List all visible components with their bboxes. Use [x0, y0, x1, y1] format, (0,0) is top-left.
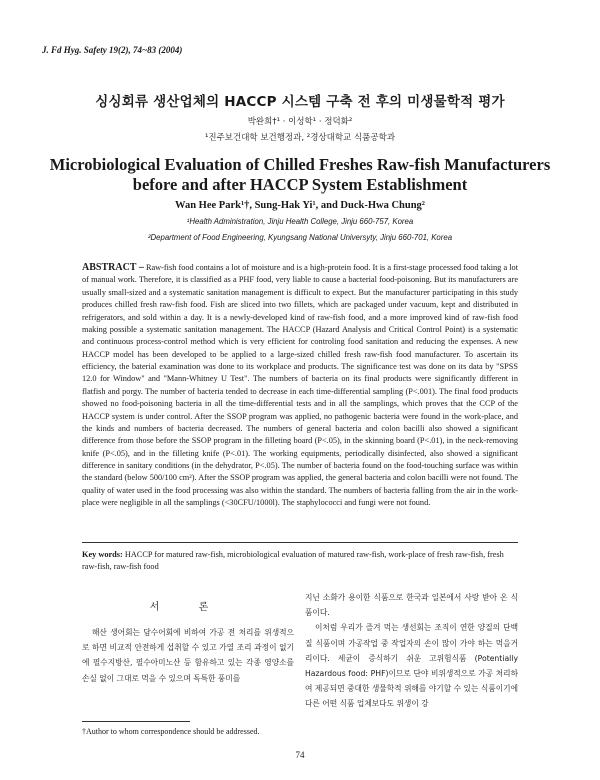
keywords-text: HACCP for matured raw-fish, microbiological evaluation of matured raw-fish, work-place of fresh raw-fish, fresh raw-fish, raw-fish food	[82, 550, 504, 571]
page-number: 74	[295, 750, 305, 760]
keywords-label: Key words:	[82, 550, 123, 559]
korean-affiliations: ¹진주보건대학 보건행정과, ²경상대학교 식품공학과	[204, 133, 396, 143]
english-authors: Wan Hee Park¹†, Sung-Hak Yi¹, and Duck-Hwa Chung²	[175, 200, 425, 211]
keywords	[82, 549, 518, 573]
right-paragraph-1: 지닌 소화가 용이한 식품으로 한국과 일본에서 사랑 받아 온 식품이다.	[305, 593, 518, 618]
abstract-label: ABSTRACT –	[82, 262, 144, 273]
abstract	[82, 262, 518, 510]
footnote-divider	[82, 721, 190, 722]
english-title: Microbiological Evaluation of Chilled Freshes Raw-fish Manufacturers before and after HACCP System Establishment	[49, 155, 551, 194]
footnote: †Author to whom correspondence should be addressed.	[82, 727, 260, 736]
english-affiliation-1: ¹Health Administration, Jinju Health College, Jinju 660-757, Korea	[186, 217, 414, 226]
english-affiliation-2: ²Department of Food Engineering, Kyungsang National Universyty, Jinju 660-701, Korea	[147, 233, 453, 242]
abstract-text: Raw-fish food contains a lot of moisture and is a high-protein food. It is a first-stage processed food taking a lot of manual work. Therefore, it is classified as a PHF food, very liable to cause a bacterial food-poisoning. But its manufacturers are usually small-sized and a systematic sanitation management is difficult to expect. But the manufacturer participating in this study produces chilled fresh raw-fish food. Fish are sliced into two fillets, which are packaged under vacuum, kept and distributed in refrigerators, and sold within a day. It is a newly-developed kind of raw-fish food, and a more improved kind of raw-fish food making possible a systematic sanitation management. The HACCP (Hazard Analysis and Critical Control Point) is a systematic and continuous process-control method which is very efficient for controling food sanitation and reducing the expenses. A new HACCP model has been developed to be applied to a large-sized chilled fresh raw-fish food manufacturer. To ascertain its efficiency, the baterial examination was done to its workplace and products. The significance test was done on its data by "SPSS 12.0 for Window" and "Mann-Whitney U Test". The numbers of bacteria on its final products were significantly different in flatfish and porgy. The number of bacteria tended to decrease in each time-differential sampling (P<.001). The final food products showed no food-poisoning bacteria in all the time-differential tests and in all the samplings, which proves that the CCP of the HACCP system is under control. After the SSOP program was applied, no pathogenic bacteria were found in the work-place, and the kinds and numbers of bacteria decreased. The numbers of general bacteria and colon bacilli also showed a significant difference from those before the SSOP program in the filleting board (P<.05), in the skinning board (P<.01), in the neck-removing knife (P<.05), and in the filleting knife (P<.01). The working equipments, periodically disinfected, also showed a significant difference in sanitary conditions (in the dehydrator, P<.05). The number of bacteria found on the food-touching surface was within the standard (below 500/100 cm²). After the SSOP program was applied, the general bacteria and colon bacilli were not found. The quality of water used in the food processing was also within the standard. The numbers of bacteria falling from the air in the work-place were negligible in all the samplings (<30CFU/1000l). The staphylococci and fungi were not found.	[82, 263, 519, 508]
right-column	[305, 590, 518, 712]
journal-citation: J. Fd Hyg. Safety 19(2), 74~83 (2004)	[42, 45, 183, 55]
keywords-divider	[82, 542, 518, 543]
left-column	[82, 598, 294, 686]
section-heading-introduction: 서 론	[149, 602, 227, 613]
right-paragraph-2: 이처럼 우리가 즐겨 먹는 생선회는 조직이 연한 양질의 단백질 식품이며 가공작업 중 작업자의 손이 많이 가야 하는 먹을거리이다. 세균이 증식하기 쉬운 고위험식품 (Potentially Hazardous food: PHF)이므로 단야 비위생적으로 가공 처리하여 제공되면 중대한 생물학적 위해를 야기할 수 있는 식품이기에 다른 어떤 식품 업체보다도 위생이 강	[305, 623, 518, 709]
korean-title: 싱싱회류 생산업체의 HACCP 시스템 구축 전 후의 미생물학적 평가	[95, 94, 505, 110]
korean-authors: 박완희†¹ · 이성학¹ · 정덕화²	[247, 117, 353, 127]
introduction-paragraph: 해산 생어회는 담수어회에 비하여 가공 전 처리를 위생적으로 하면 비교적 안전하게 섭취할 수 있고 가열 조리 과정이 없기에 필수지방산, 필수아미노산 등 함유하고 있는 각종 영양소를 손실 없이 그대로 먹을 수 있으며 독특한 풍미를	[82, 628, 294, 683]
